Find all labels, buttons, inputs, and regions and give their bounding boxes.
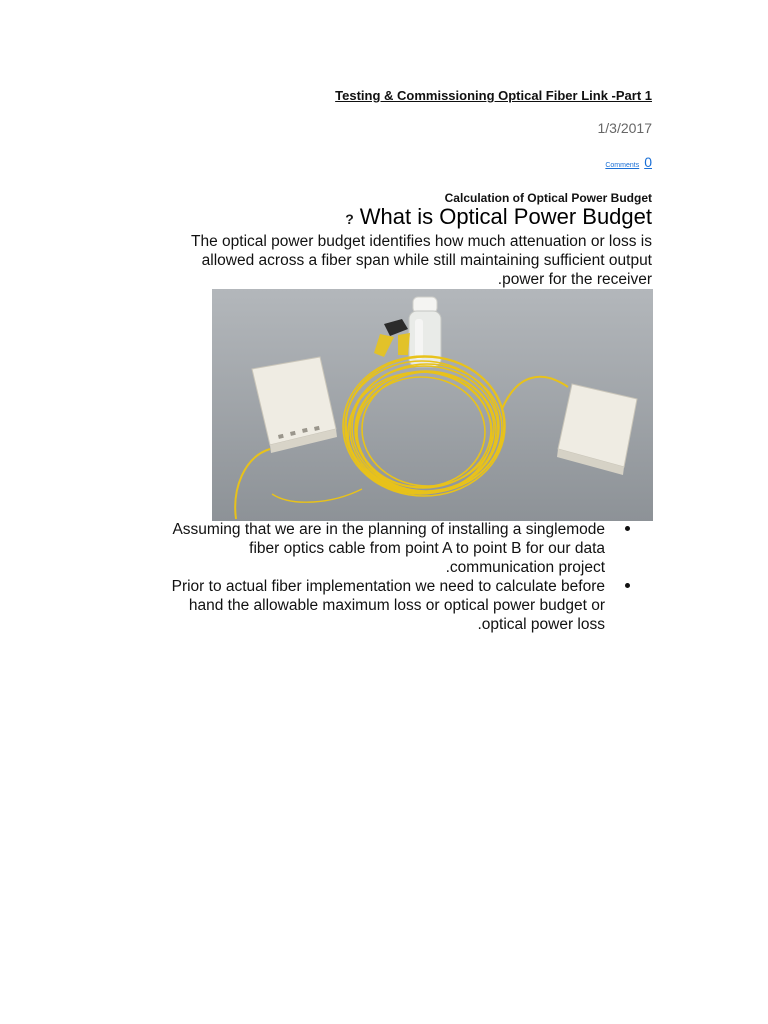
comments-label[interactable]: Comments — [605, 162, 640, 169]
bullet-line: fiber optics cable from point A to point B for our data — [249, 540, 605, 557]
list-item — [110, 577, 630, 634]
intro-line: allowed across a fiber span while still maintaining sufficient output — [201, 252, 652, 269]
fiber-kit-photo — [212, 289, 653, 521]
bullet-dot — [625, 526, 630, 531]
intro-paragraph — [120, 232, 652, 289]
main-heading-text: What is Optical Power Budget — [359, 204, 652, 229]
bullet-dot — [625, 583, 630, 588]
bullet-list — [110, 520, 630, 634]
bullet-line: Assuming that we are in the planning of installing a singlemode — [172, 521, 605, 538]
main-heading — [345, 204, 652, 230]
comments-link[interactable] — [605, 154, 652, 170]
post-date: 1/3/2017 — [597, 120, 652, 136]
list-item — [110, 520, 630, 577]
question-mark: ? — [345, 211, 354, 227]
bullet-text — [110, 577, 605, 634]
fiber-kit-illustration — [212, 289, 653, 521]
bullet-text — [110, 520, 605, 577]
bullet-line: hand the allowable maximum loss or optical power budget or — [188, 597, 605, 614]
bullet-line: .optical power loss — [477, 616, 605, 633]
bullet-line: .communication project — [445, 559, 605, 576]
section-heading: Calculation of Optical Power Budget — [444, 191, 652, 205]
intro-line: .power for the receiver — [497, 271, 652, 288]
bullet-line: Prior to actual fiber implementation we need to calculate before — [171, 578, 605, 595]
intro-line: The optical power budget identifies how much attenuation or loss is — [191, 233, 652, 250]
post-title-link[interactable]: Testing & Commissioning Optical Fiber Link -Part 1 — [335, 88, 652, 103]
comments-count[interactable]: 0 — [644, 154, 652, 170]
